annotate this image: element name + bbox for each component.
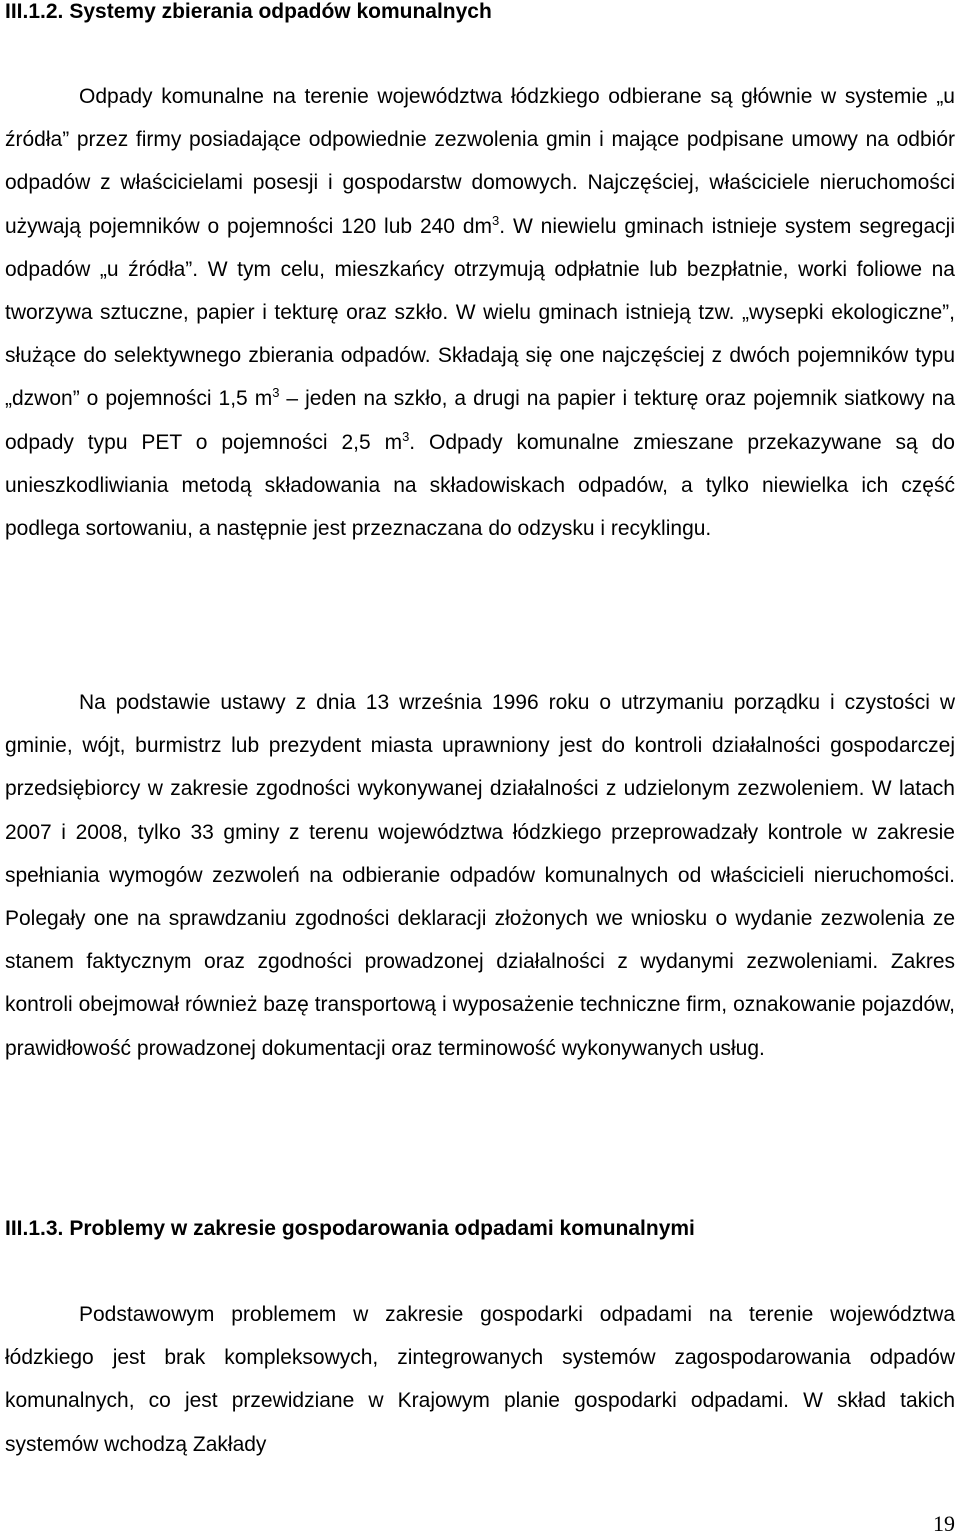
superscript: 3	[272, 385, 280, 401]
paragraph-text: Na podstawie ustawy z dnia 13 września 1996 roku o utrzymaniu porządku i czystości w gminie, wójt, burmistrz lub prezydent miasta uprawniony jest do kontroli działalności gospodarczej przedsiębiorcy w zakresie zgodności wykonywanej działalności z udzielonym zezwoleniem. W latach 2007 i 2008, tylko 33 gminy z terenu województwa łódzkiego przeprowadzały kontrole w zakresie spełniania wymogów zezwoleń na odbieranie odpadów komunalnych od właścicieli nieruchomości. Polegały one na sprawdzaniu zgodności deklaracji złożonych we wniosku o wydanie zezwolenia ze stanem faktycznym oraz zgodności prowadzonej działalności z wydanymi zezwoleniami. Zakres kontroli obejmował również bazę transportową i wyposażenie techniczne firm, oznakowanie pojazdów, prawidłowość prowadzonej dokumentacji oraz terminowość wykonywanych usług.	[5, 691, 955, 1060]
page-number: 19	[933, 1511, 955, 1536]
paragraph-text: Odpady komunalne na terenie województwa łódzkiego odbierane są głównie w systemie „u źródła” przez firmy posiadające odpowiednie zezwolenia gmin i mające podpisane umowy na odbiór odpadów z właścicielami posesji i gospodarstw domowych. Najczęściej, właściciele nieruchomości używają pojemników o pojemności 120 lub 240 dm	[5, 85, 955, 238]
paragraph-problems	[5, 1293, 955, 1466]
section-title: Problemy w zakresie gospodarowania odpadami komunalnymi	[69, 1217, 695, 1240]
section-number: III.1.3.	[5, 1217, 64, 1240]
superscript: 3	[492, 212, 500, 228]
section-number: III.1.2.	[5, 0, 64, 23]
paragraph-text: . W niewielu gminach istnieje system segregacji odpadów „u źródła”. W tym celu, mieszkańcy otrzymują odpłatnie lub bezpłatnie, worki foliowe na tworzywa sztuczne, papier i tekturę oraz szkło. W wielu gminach istnieją tzw. „wysepki ekologiczne”, służące do selektywnego zbierania odpadów. Składają się one najczęściej z dwóch pojemników typu „dzwon” o pojemności 1,5 m	[5, 214, 955, 411]
section-heading-3-1-2	[5, 0, 492, 24]
paragraph-collection-systems	[5, 75, 955, 550]
section-title: Systemy zbierania odpadów komunalnych	[69, 0, 492, 23]
section-heading-3-1-3	[5, 1217, 695, 1241]
paragraph-inspections	[5, 681, 955, 1070]
paragraph-text: – jeden na szkło, a drugi na papier i tekturę oraz pojemnik siatkowy na odpady typu PET o pojemności 2,5 m	[5, 387, 955, 454]
paragraph-text: . Odpady komunalne zmieszane przekazywane są do unieszkodliwiania metodą składowania na składowiskach odpadów, a tylko niewielka ich część podlega sortowaniu, a następnie jest przeznaczana do odzysku i recyklingu.	[5, 430, 955, 541]
superscript: 3	[402, 428, 410, 444]
paragraph-text: Podstawowym problemem w zakresie gospodarki odpadami na terenie województwa łódzkiego jest brak kompleksowych, zintegrowanych systemów zagospodarowania odpadów komunalnych, co jest przewidziane w Krajowym planie gospodarki odpadami. W skład takich systemów wchodzą Zakłady	[5, 1303, 955, 1456]
